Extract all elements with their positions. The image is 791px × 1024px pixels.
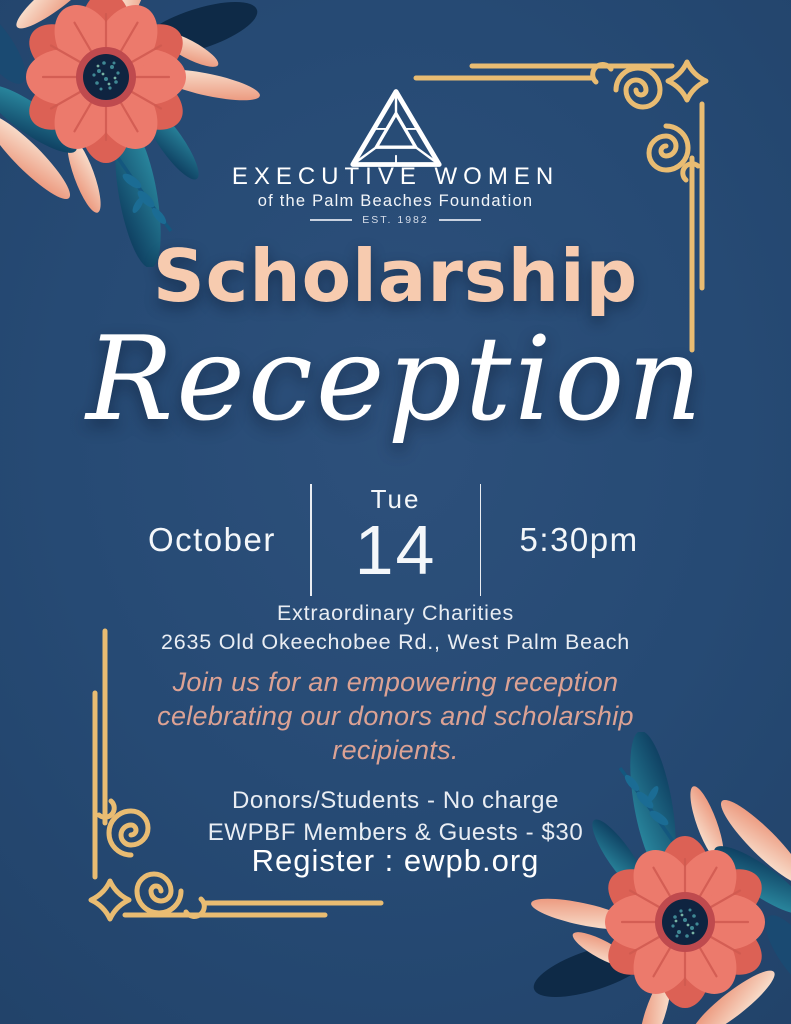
register-cta: Register : ewpb.org <box>251 843 540 878</box>
brand-tagline: of the Palm Beaches Foundation <box>257 192 534 210</box>
title-scholarship: Scholarship <box>152 234 639 318</box>
event-month: October <box>147 521 276 558</box>
pricing-line-members: EWPBF Members & Guests - $30 <box>207 818 584 846</box>
est-right-rule <box>439 219 481 221</box>
event-time: 5:30pm <box>519 521 639 558</box>
coral-flower-illustration-top-left <box>0 0 266 267</box>
event-schedule-row <box>0 482 791 598</box>
est-left-rule <box>310 219 352 221</box>
venue-address: 2635 Old Okeechobee Rd., West Palm Beach <box>160 630 630 655</box>
event-description: Join us for an empowering reception celebrating our donors and scholarship recipients. <box>157 667 634 765</box>
pricing-block <box>0 785 791 849</box>
venue-block <box>0 599 791 657</box>
brand-name: EXECUTIVE WOMEN <box>231 163 560 190</box>
brand-established: EST. 1982 <box>362 214 429 226</box>
event-date-cell <box>312 482 480 598</box>
pricing-line-donors: Donors/Students - No charge <box>231 787 560 814</box>
title-reception: Reception <box>85 312 706 447</box>
event-weekday: Tue <box>370 484 421 514</box>
event-day: 14 <box>354 511 437 589</box>
gem-triangle-logo-icon <box>348 86 444 170</box>
brand-established-row <box>0 214 791 226</box>
venue-name: Extraordinary Charities <box>276 601 515 625</box>
